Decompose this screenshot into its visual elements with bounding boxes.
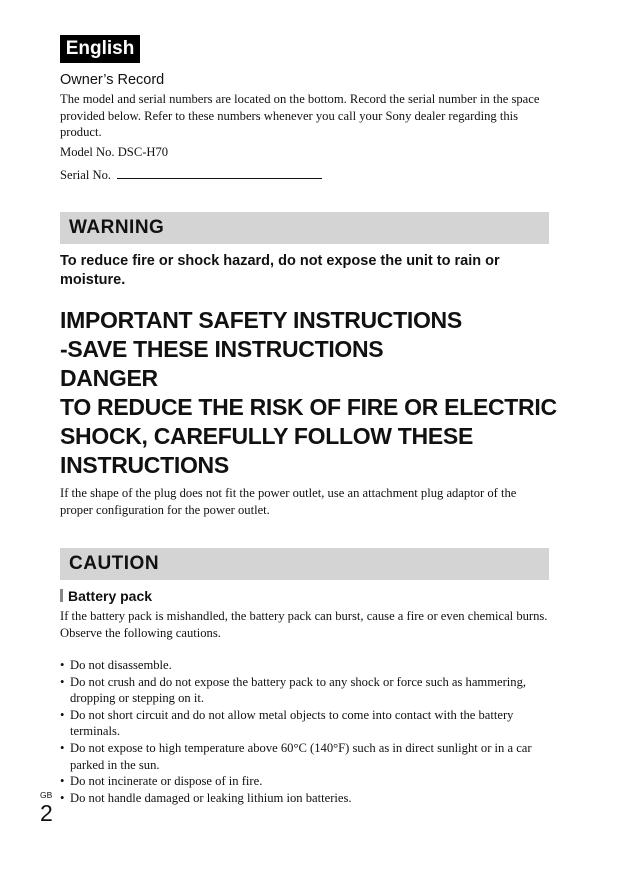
safety-heading-line: DANGER	[60, 365, 158, 391]
caution-heading: CAUTION	[69, 553, 160, 574]
model-number: Model No. DSC-H70	[60, 145, 169, 159]
list-item: • Do not disassemble.	[60, 657, 552, 674]
owners-record-title: Owner’s Record	[60, 72, 165, 88]
caution-bar	[60, 548, 549, 580]
safety-heading-line: INSTRUCTIONS	[60, 452, 229, 478]
battery-intro-text: If the battery pack is mishandled, the battery pack can burst, cause a fire or even chemical burns. Observe the following cautions.	[60, 609, 548, 640]
list-item: • Do not incinerate or dispose of in fire.	[60, 773, 552, 790]
safety-heading-line: IMPORTANT SAFETY INSTRUCTIONS	[60, 307, 462, 333]
warning-heading: WARNING	[69, 217, 165, 238]
list-item: • Do not expose to high temperature above 60°C (140°F) such as in direct sunlight or in a car parked in the sun.	[60, 740, 552, 773]
battery-caution-list	[60, 657, 552, 806]
region-label: GB	[40, 790, 53, 800]
subheading-marker	[60, 589, 63, 602]
language-tag: English	[60, 35, 140, 63]
list-item: • Do not crush and do not expose the battery pack to any shock or force such as hammering, dropping or stepping on it.	[60, 674, 552, 707]
list-item: • Do not short circuit and do not allow metal objects to come into contact with the battery terminals.	[60, 707, 552, 740]
owners-record-text: The model and serial numbers are located on the bottom. Record the serial number in the space provided below. Refer to these numbers whenever you call your Sony dealer regarding this product.	[60, 92, 540, 140]
serial-number-label: Serial No.	[60, 168, 112, 182]
safety-heading-line: -SAVE THESE INSTRUCTIONS	[60, 336, 384, 362]
safety-heading	[60, 306, 560, 480]
safety-text: If the shape of the plug does not fit the power outlet, use an attachment plug adaptor of the proper configuration for the power outlet.	[60, 486, 517, 517]
safety-heading-line: SHOCK, CAREFULLY FOLLOW THESE	[60, 423, 473, 449]
battery-pack-title: Battery pack	[68, 588, 153, 604]
serial-number-line	[60, 166, 322, 183]
safety-heading-line: TO REDUCE THE RISK OF FIRE OR ELECTRIC	[60, 394, 557, 420]
page-number: 2	[40, 800, 53, 826]
list-item: • Do not handle damaged or leaking lithium ion batteries.	[60, 790, 552, 807]
serial-number-blank	[117, 166, 322, 179]
battery-pack-subheading	[60, 588, 152, 604]
warning-text: To reduce fire or shock hazard, do not expose the unit to rain or moisture.	[60, 253, 500, 288]
warning-bar	[60, 212, 549, 244]
